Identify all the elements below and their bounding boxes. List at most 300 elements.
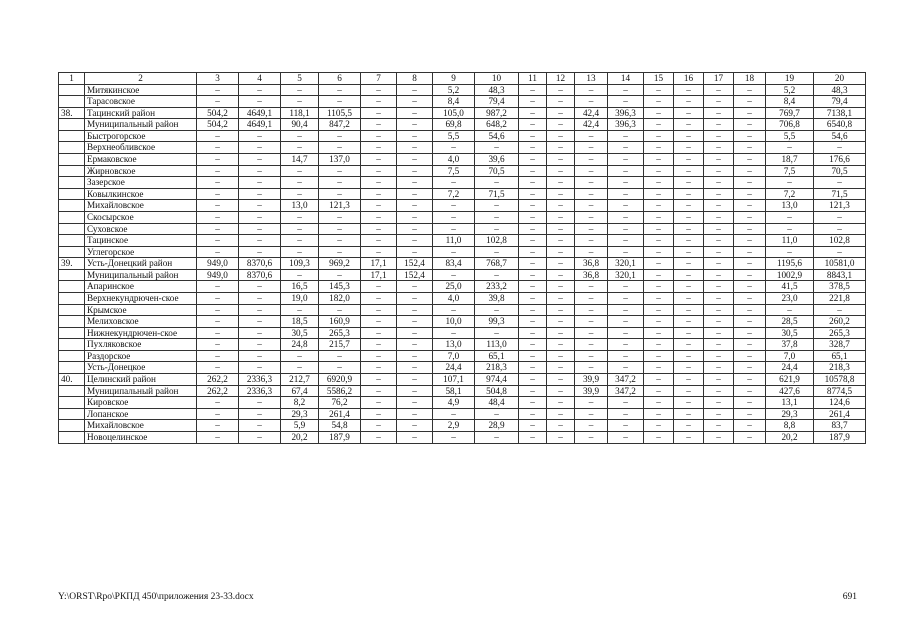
table-cell: – [361, 327, 397, 339]
table-body [59, 73, 866, 444]
table-cell: 13,0 [433, 339, 475, 351]
table-cell: 13,0 [766, 200, 814, 212]
table-cell: – [575, 408, 608, 420]
table-cell: – [519, 281, 547, 293]
table-cell: – [674, 304, 704, 316]
table-cell: – [814, 246, 866, 258]
table-cell: – [397, 281, 433, 293]
table-row [59, 119, 866, 131]
table-cell: – [575, 165, 608, 177]
table-cell: – [608, 408, 644, 420]
table-cell: – [674, 188, 704, 200]
table-cell: 5,5 [433, 130, 475, 142]
table-cell: – [397, 223, 433, 235]
table-cell: – [575, 292, 608, 304]
table-row [59, 385, 866, 397]
table-cell: – [475, 304, 519, 316]
table-cell: – [361, 119, 397, 131]
table-cell: – [239, 188, 281, 200]
table-cell: – [397, 292, 433, 304]
table-cell: 768,7 [475, 258, 519, 270]
table-cell: – [519, 362, 547, 374]
table-cell: – [361, 188, 397, 200]
table-cell: – [547, 281, 575, 293]
table-cell: – [704, 362, 734, 374]
table-cell: – [704, 327, 734, 339]
table-cell: 20,2 [281, 431, 319, 443]
table-row [59, 339, 866, 351]
table-cell: – [608, 177, 644, 189]
table-cell: – [197, 211, 239, 223]
table-cell: 262,2 [197, 385, 239, 397]
table-cell: – [814, 304, 866, 316]
table-cell: – [674, 408, 704, 420]
table-cell: 261,4 [814, 408, 866, 420]
table-cell: 5,9 [281, 420, 319, 432]
table-cell: 2336,3 [239, 374, 281, 386]
table-cell: 124,6 [814, 397, 866, 409]
table-cell: – [475, 211, 519, 223]
header-cell: 20 [814, 73, 866, 85]
table-cell: – [644, 292, 674, 304]
row-name: Мелиховское [85, 316, 197, 328]
table-row [59, 246, 866, 258]
table-cell: 39,8 [475, 292, 519, 304]
table-cell: – [575, 211, 608, 223]
table-cell: – [644, 165, 674, 177]
table-cell: – [239, 397, 281, 409]
row-name: Апаринское [85, 281, 197, 293]
table-cell: 7138,1 [814, 107, 866, 119]
table-cell: – [704, 269, 734, 281]
table-cell: – [239, 200, 281, 212]
table-cell: – [239, 96, 281, 108]
table-cell: 48,3 [475, 84, 519, 96]
table-cell: – [319, 246, 361, 258]
table-cell: – [197, 235, 239, 247]
table-cell: 105,0 [433, 107, 475, 119]
row-number [59, 188, 85, 200]
row-name: Усть-Донецкое [85, 362, 197, 374]
table-cell: – [644, 420, 674, 432]
table-cell: 427,6 [766, 385, 814, 397]
table-cell: – [547, 269, 575, 281]
table-cell: – [197, 223, 239, 235]
table-cell: – [704, 223, 734, 235]
table-cell: – [644, 339, 674, 351]
table-cell: – [239, 327, 281, 339]
header-cell: 5 [281, 73, 319, 85]
table-cell: 28,9 [475, 420, 519, 432]
table-cell: – [704, 258, 734, 270]
table-cell: – [644, 211, 674, 223]
table-cell: – [734, 304, 766, 316]
table-cell: 11,0 [766, 235, 814, 247]
row-number [59, 142, 85, 154]
table-cell: 218,3 [814, 362, 866, 374]
table-cell: – [197, 339, 239, 351]
table-cell: 58,1 [433, 385, 475, 397]
table-cell: 113,0 [475, 339, 519, 351]
table-cell: 8,4 [433, 96, 475, 108]
table-cell: – [608, 281, 644, 293]
table-cell: 261,4 [319, 408, 361, 420]
table-cell: – [644, 200, 674, 212]
table-cell: – [197, 96, 239, 108]
table-cell: – [734, 130, 766, 142]
table-cell: – [734, 177, 766, 189]
table-cell: – [608, 431, 644, 443]
table-cell: – [197, 130, 239, 142]
table-cell: – [704, 292, 734, 304]
footer-page-number: 691 [842, 592, 857, 602]
row-number: 38. [59, 107, 85, 119]
table-cell: – [397, 107, 433, 119]
table-cell: – [704, 397, 734, 409]
table-row [59, 200, 866, 212]
row-number [59, 211, 85, 223]
table-row [59, 408, 866, 420]
table-cell: – [575, 188, 608, 200]
table-cell: – [674, 258, 704, 270]
table-cell: – [734, 420, 766, 432]
row-name: Муниципальный район [85, 385, 197, 397]
table-cell: – [519, 200, 547, 212]
table-cell: – [281, 142, 319, 154]
table-cell: – [644, 258, 674, 270]
table-cell: – [197, 188, 239, 200]
table-cell: – [674, 142, 704, 154]
table-cell: 90,4 [281, 119, 319, 131]
table-cell: 6920,9 [319, 374, 361, 386]
table-cell: – [734, 339, 766, 351]
row-number [59, 327, 85, 339]
table-cell: – [704, 374, 734, 386]
table-cell: – [575, 130, 608, 142]
row-name: Пухляковское [85, 339, 197, 351]
table-cell: 176,6 [814, 154, 866, 166]
table-cell: – [197, 281, 239, 293]
table-cell: 7,2 [766, 188, 814, 200]
table-cell: – [281, 130, 319, 142]
table-cell: 19,0 [281, 292, 319, 304]
row-name: Муниципальный район [85, 269, 197, 281]
header-cell: 4 [239, 73, 281, 85]
table-row [59, 211, 866, 223]
table-cell: 137,0 [319, 154, 361, 166]
header-cell: 8 [397, 73, 433, 85]
table-cell: – [547, 165, 575, 177]
table-cell: – [397, 165, 433, 177]
table-cell: – [239, 304, 281, 316]
row-number [59, 130, 85, 142]
table-cell: – [397, 211, 433, 223]
row-number: 39. [59, 258, 85, 270]
table-cell: 24,4 [766, 362, 814, 374]
table-cell: – [575, 431, 608, 443]
table-cell: – [814, 177, 866, 189]
table-cell: – [644, 316, 674, 328]
table-cell: – [704, 420, 734, 432]
table-cell: – [644, 385, 674, 397]
table-cell: – [644, 154, 674, 166]
header-cell: 7 [361, 73, 397, 85]
table-cell: – [704, 154, 734, 166]
table-cell: – [704, 188, 734, 200]
table-cell: – [608, 154, 644, 166]
table-row [59, 142, 866, 154]
table-cell: – [674, 327, 704, 339]
table-cell: – [547, 223, 575, 235]
table-cell: – [644, 177, 674, 189]
table-cell: 6540,8 [814, 119, 866, 131]
table-cell: – [319, 362, 361, 374]
table-cell: – [475, 200, 519, 212]
table-cell: – [608, 420, 644, 432]
table-cell: – [281, 246, 319, 258]
table-cell: 152,4 [397, 269, 433, 281]
table-cell: – [519, 385, 547, 397]
table-cell: – [575, 327, 608, 339]
table-row [59, 107, 866, 119]
table-cell: – [433, 408, 475, 420]
table-cell: – [519, 211, 547, 223]
table-cell: – [734, 84, 766, 96]
table-cell: – [575, 420, 608, 432]
table-cell: – [734, 269, 766, 281]
table-cell: – [547, 211, 575, 223]
row-number [59, 292, 85, 304]
table-cell: 396,3 [608, 107, 644, 119]
table-cell: – [361, 374, 397, 386]
table-cell: – [197, 327, 239, 339]
table-cell: 10578,8 [814, 374, 866, 386]
table-row [59, 235, 866, 247]
table-cell: 76,2 [319, 397, 361, 409]
table-cell: – [239, 350, 281, 362]
header-cell: 12 [547, 73, 575, 85]
table-cell: – [397, 350, 433, 362]
table-cell: – [674, 397, 704, 409]
table-cell: 1002,9 [766, 269, 814, 281]
header-cell: 18 [734, 73, 766, 85]
table-cell: 109,3 [281, 258, 319, 270]
header-cell: 17 [704, 73, 734, 85]
table-cell: 36,8 [575, 258, 608, 270]
table-cell: – [575, 154, 608, 166]
table-cell: – [239, 420, 281, 432]
table-cell: – [319, 235, 361, 247]
table-cell: – [239, 223, 281, 235]
table-row [59, 281, 866, 293]
table-row [59, 420, 866, 432]
table-cell: – [674, 84, 704, 96]
table-cell: – [674, 281, 704, 293]
row-name: Углегорское [85, 246, 197, 258]
header-cell: 6 [319, 73, 361, 85]
table-cell: – [197, 154, 239, 166]
table-cell: – [281, 188, 319, 200]
table-cell: – [674, 223, 704, 235]
table-cell: – [239, 235, 281, 247]
table-cell: – [519, 269, 547, 281]
table-cell: – [547, 431, 575, 443]
table-cell: – [397, 374, 433, 386]
table-cell: 30,5 [766, 327, 814, 339]
table-cell: – [239, 130, 281, 142]
table-cell: – [397, 188, 433, 200]
table-cell: – [734, 142, 766, 154]
table-cell: – [734, 397, 766, 409]
table-cell: – [433, 211, 475, 223]
table-cell: – [734, 96, 766, 108]
table-cell: 974,4 [475, 374, 519, 386]
table-cell: – [197, 316, 239, 328]
table-cell: – [519, 292, 547, 304]
table-cell: – [547, 292, 575, 304]
table-cell: 14,7 [281, 154, 319, 166]
table-cell: – [644, 397, 674, 409]
table-cell: – [239, 165, 281, 177]
row-number [59, 281, 85, 293]
table-cell: – [704, 142, 734, 154]
header-cell: 15 [644, 73, 674, 85]
table-cell: – [519, 258, 547, 270]
table-cell: – [519, 119, 547, 131]
table-cell: – [608, 223, 644, 235]
table-cell: – [475, 408, 519, 420]
table-cell: 2,9 [433, 420, 475, 432]
table-row [59, 84, 866, 96]
table-cell: 5,2 [433, 84, 475, 96]
table-cell: – [575, 281, 608, 293]
table-cell: – [361, 235, 397, 247]
table-cell: – [239, 292, 281, 304]
header-cell: 16 [674, 73, 704, 85]
table-cell: 8370,6 [239, 269, 281, 281]
table-cell: – [575, 339, 608, 351]
row-name: Тарасовское [85, 96, 197, 108]
row-name: Новоцелинское [85, 431, 197, 443]
table-cell: – [361, 350, 397, 362]
table-cell: – [397, 385, 433, 397]
table-cell: – [734, 154, 766, 166]
table-cell: – [433, 431, 475, 443]
row-number [59, 397, 85, 409]
table-cell: – [433, 327, 475, 339]
table-cell: – [704, 130, 734, 142]
row-number [59, 223, 85, 235]
table-cell: – [644, 223, 674, 235]
row-name: Михайловское [85, 420, 197, 432]
table-cell: – [281, 177, 319, 189]
table-cell: – [575, 142, 608, 154]
table-cell: – [644, 188, 674, 200]
table-cell: – [674, 269, 704, 281]
table-cell: – [239, 211, 281, 223]
table-cell: – [361, 397, 397, 409]
data-table [58, 72, 866, 444]
header-cell: 9 [433, 73, 475, 85]
table-cell: 215,7 [319, 339, 361, 351]
table-cell: – [674, 119, 704, 131]
row-number [59, 165, 85, 177]
table-cell: – [519, 188, 547, 200]
table-cell: – [433, 142, 475, 154]
table-cell: – [547, 96, 575, 108]
table-cell: – [361, 154, 397, 166]
table-cell: 107,1 [433, 374, 475, 386]
table-row [59, 374, 866, 386]
row-name: Верхнеобливское [85, 142, 197, 154]
table-cell: 949,0 [197, 269, 239, 281]
table-row [59, 130, 866, 142]
table-cell: – [397, 420, 433, 432]
table-cell: – [644, 408, 674, 420]
table-cell: – [361, 281, 397, 293]
table-cell: 233,2 [475, 281, 519, 293]
header-cell: 2 [85, 73, 197, 85]
table-cell: – [519, 246, 547, 258]
table-cell: – [197, 200, 239, 212]
table-cell: 221,8 [814, 292, 866, 304]
table-cell: 102,8 [475, 235, 519, 247]
table-cell: – [519, 142, 547, 154]
table-cell: – [674, 420, 704, 432]
table-cell: – [239, 246, 281, 258]
table-cell: – [644, 269, 674, 281]
table-cell: – [239, 142, 281, 154]
table-cell: – [547, 142, 575, 154]
table-cell: – [361, 177, 397, 189]
table-cell: – [475, 269, 519, 281]
table-cell: – [734, 362, 766, 374]
row-name: Скосырское [85, 211, 197, 223]
header-cell: 1 [59, 73, 85, 85]
table-cell: – [197, 350, 239, 362]
table-cell: 320,1 [608, 269, 644, 281]
table-cell: – [319, 211, 361, 223]
table-cell: – [608, 130, 644, 142]
table-cell: – [766, 223, 814, 235]
table-cell: – [608, 188, 644, 200]
table-cell: – [547, 119, 575, 131]
table-cell: – [608, 84, 644, 96]
table-cell: – [575, 362, 608, 374]
table-cell: 29,3 [766, 408, 814, 420]
row-name: Лопанское [85, 408, 197, 420]
row-number [59, 235, 85, 247]
table-cell: – [281, 84, 319, 96]
table-cell: – [239, 408, 281, 420]
table-cell: – [519, 177, 547, 189]
table-cell: – [608, 235, 644, 247]
table-cell: – [397, 362, 433, 374]
table-cell: 8,4 [766, 96, 814, 108]
table-cell: 48,4 [475, 397, 519, 409]
table-cell: – [575, 316, 608, 328]
table-cell: 99,3 [475, 316, 519, 328]
table-cell: – [547, 385, 575, 397]
table-cell: – [575, 223, 608, 235]
table-cell: – [433, 177, 475, 189]
row-name: Верхнекундрючен-ское [85, 292, 197, 304]
table-cell: 4,0 [433, 154, 475, 166]
table-cell: – [674, 431, 704, 443]
table-cell: 4,0 [433, 292, 475, 304]
row-name: Суховское [85, 223, 197, 235]
table-cell: – [766, 142, 814, 154]
